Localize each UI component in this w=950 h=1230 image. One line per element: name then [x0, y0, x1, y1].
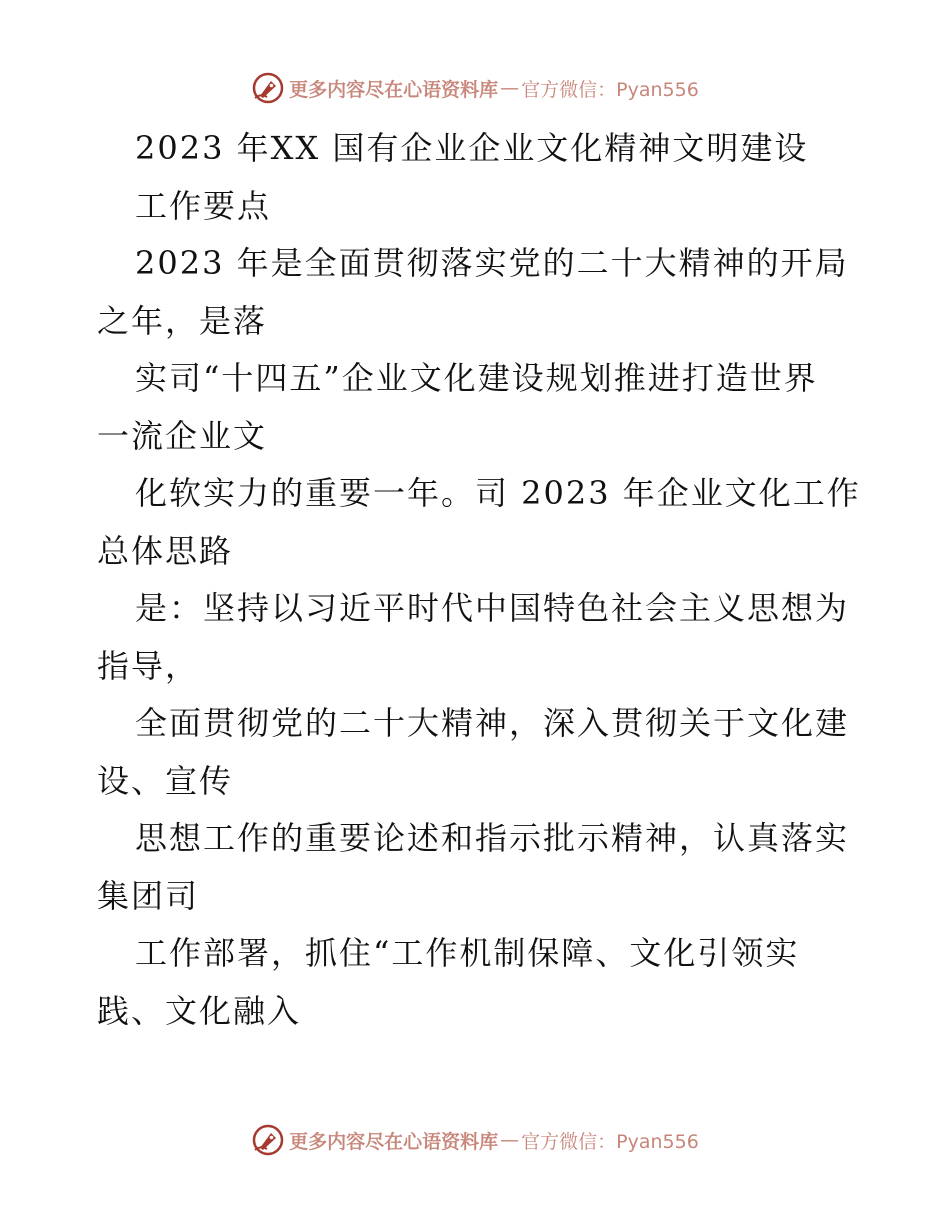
document-line: 是：坚持以习近平时代中国特色社会主义思想为	[135, 589, 850, 627]
banner-separator: —	[500, 1129, 520, 1151]
document-line: 集团司	[97, 876, 200, 915]
document-line: 之年，是落	[97, 301, 268, 340]
document-line: 工作要点	[135, 186, 272, 225]
document-line: 2023 年XX 国有企业企业文化精神文明建设	[135, 129, 809, 167]
pen-nib-logo-icon	[251, 1123, 285, 1157]
footer-banner	[0, 1120, 950, 1160]
document-line: 工作部署，抓住“工作机制保障、文化引领实	[135, 934, 800, 972]
banner-wechat-text: 官方微信：Pyan556	[521, 1130, 699, 1153]
banner-separator: —	[500, 77, 520, 99]
document-line: 践、文化融入	[97, 991, 302, 1030]
document-line: 2023 年是全面贯彻落实党的二十大精神的开局	[135, 244, 849, 282]
document-line: 设、宣传	[97, 761, 234, 800]
banner-main-text: 更多内容尽在心语资料库	[289, 1130, 499, 1153]
document-line: 总体思路	[97, 531, 234, 570]
document-line: 指导，	[97, 646, 200, 685]
document-line: 实司“十四五”企业文化建设规划推进打造世界	[135, 359, 818, 397]
document-body	[97, 120, 861, 1040]
pen-nib-logo-icon	[251, 71, 285, 105]
document-line: 全面贯彻党的二十大精神，深入贯彻关于文化建	[135, 704, 850, 742]
document-line: 思想工作的重要论述和指示批示精神，认真落实	[135, 819, 850, 857]
document-line: 化软实力的重要一年。司 2023 年企业文化工作	[135, 474, 861, 512]
header-banner	[0, 68, 950, 108]
document-line: 一流企业文	[97, 416, 268, 455]
banner-main-text: 更多内容尽在心语资料库	[289, 78, 499, 101]
banner-wechat-text: 官方微信：Pyan556	[521, 78, 699, 101]
